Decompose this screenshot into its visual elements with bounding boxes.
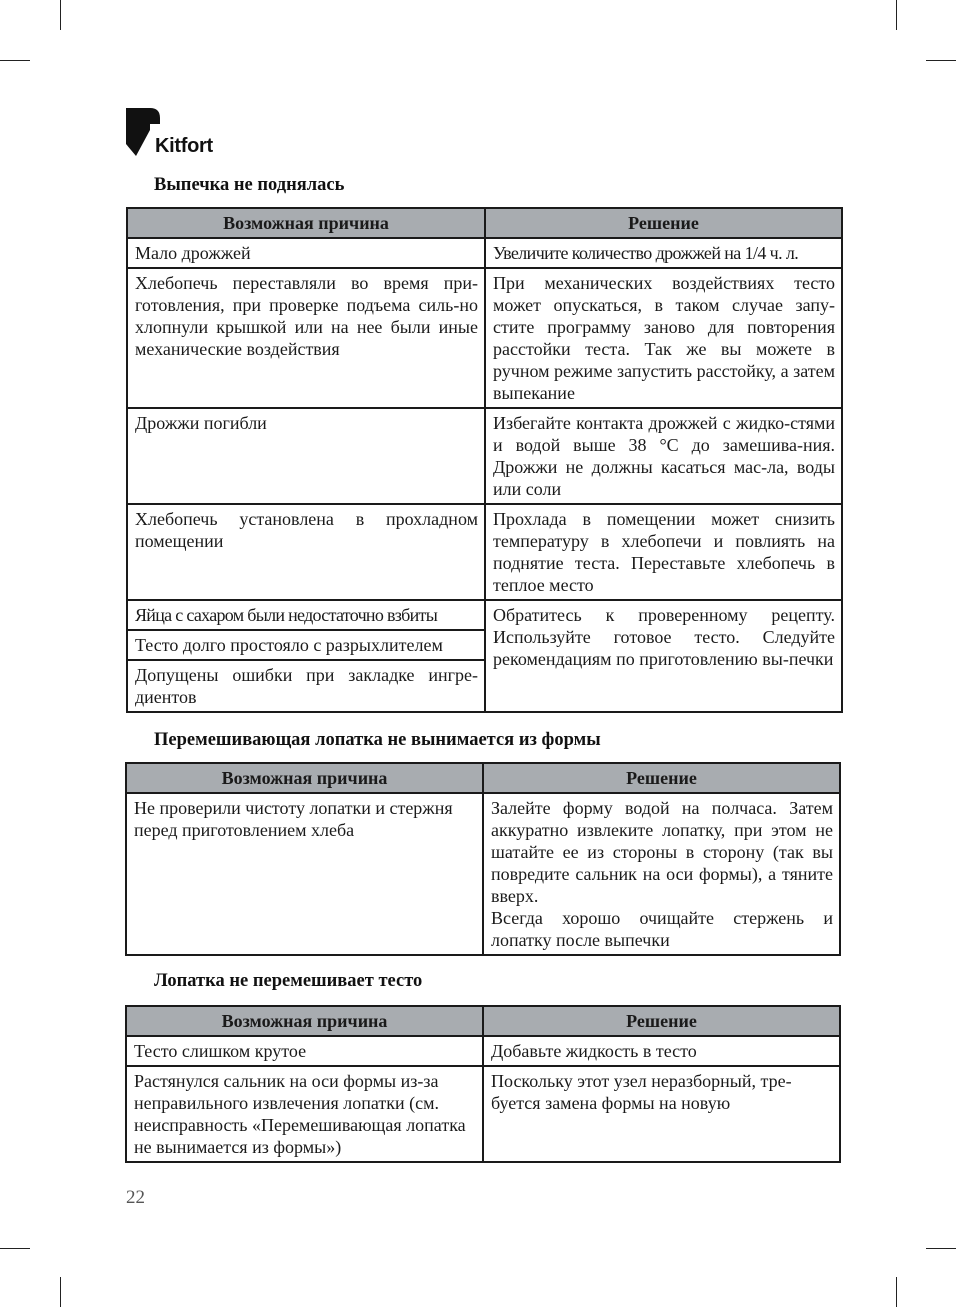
solution-cell: Добавьте жидкость в тесто bbox=[483, 1036, 840, 1066]
column-header-solution: Решение bbox=[483, 763, 840, 793]
crop-mark bbox=[896, 0, 897, 30]
cause-cell: Хлебопечь переставляли во время при-готовления, при проверке подъема силь-но хлопнули крышкой или на нее были иные механические воздействия bbox=[127, 268, 485, 408]
table-row bbox=[127, 600, 842, 630]
section-title: Перемешивающая лопатка не вынимается из формы bbox=[154, 730, 601, 750]
cause-cell: Тесто слишком крутое bbox=[126, 1036, 483, 1066]
section-title: Лопатка не перемешивает тесто bbox=[154, 971, 423, 991]
solution-cell: Прохлада в помещении может снизить температуру в хлебопечи и повлиять на поднятие теста. Переставьте хлебопечь в теплое место bbox=[485, 504, 842, 600]
solution-cell: Обратитесь к проверенному рецепту. Используйте готовое тесто. Следуйте рекомендациям по приготовлению вы-печки bbox=[485, 600, 842, 712]
page-number: 22 bbox=[126, 1187, 145, 1208]
brand-logo bbox=[126, 108, 226, 158]
table-row bbox=[127, 408, 842, 504]
crop-mark bbox=[60, 0, 61, 30]
table-row bbox=[127, 504, 842, 600]
table-header-row bbox=[126, 763, 840, 793]
table-row bbox=[126, 1066, 840, 1162]
table-header-row bbox=[127, 208, 842, 238]
table-row bbox=[126, 1036, 840, 1066]
cause-cell: Мало дрожжей bbox=[127, 238, 485, 268]
cause-cell: Хлебопечь установлена в прохладном помещении bbox=[127, 504, 485, 600]
solution-cell bbox=[483, 793, 840, 955]
cause-cell: Яйца с сахаром были недостаточно взбиты bbox=[127, 600, 485, 630]
column-header-cause: Возможная причина bbox=[127, 208, 485, 238]
solution-cell: При механических воздействиях тесто может опускаться, в таком случае запу-стите программу заново для повторения расстойки теста. Так же вы можете в ручном режиме запустить расстойку, а затем выпекание bbox=[485, 268, 842, 408]
column-header-solution: Решение bbox=[485, 208, 842, 238]
troubleshooting-table bbox=[125, 1005, 841, 1163]
cause-cell: Тесто долго простояло с разрыхлителем bbox=[127, 630, 485, 660]
crop-mark bbox=[0, 60, 30, 61]
cause-cell: Растянулся сальник на оси формы из-за неправильного извлечения лопатки (см. неисправность «Перемешивающая лопатка не вынимается из формы») bbox=[126, 1066, 483, 1162]
troubleshooting-table bbox=[125, 762, 841, 956]
table-row bbox=[127, 238, 842, 268]
table-header-row bbox=[126, 1006, 840, 1036]
solution-paragraph: Всегда хорошо очищайте стержень и лопатку после выпечки bbox=[491, 908, 833, 950]
cause-cell: Не проверили чистоту лопатки и стержня перед приготовлением хлеба bbox=[126, 793, 483, 955]
crop-mark bbox=[60, 1277, 61, 1307]
solution-cell: Избегайте контакта дрожжей с жидко-стями и водой выше 38 °C до замешива-ния. Дрожжи не должны касаться мас-ла, воды или соли bbox=[485, 408, 842, 504]
column-header-solution: Решение bbox=[483, 1006, 840, 1036]
solution-cell: Увеличите количество дрожжей на 1/4 ч. л. bbox=[485, 238, 842, 268]
section-title: Выпечка не поднялась bbox=[154, 175, 345, 195]
table-row bbox=[126, 793, 840, 955]
brand-name: Kitfort bbox=[155, 135, 213, 157]
troubleshooting-table bbox=[126, 207, 843, 713]
column-header-cause: Возможная причина bbox=[126, 1006, 483, 1036]
column-header-cause: Возможная причина bbox=[126, 763, 483, 793]
cause-cell: Дрожжи погибли bbox=[127, 408, 485, 504]
cause-cell: Допущены ошибки при закладке ингре-диентов bbox=[127, 660, 485, 712]
solution-paragraph: Залейте форму водой на полчаса. Затем аккуратно извлеките лопатку, при этом не шатайте ее из стороны в сторону (так вы повредите сальник на оси формы), а тяните вверх. bbox=[491, 798, 833, 906]
solution-cell: Поскольку этот узел неразборный, тре-буется замена формы на новую bbox=[483, 1066, 840, 1162]
crop-mark bbox=[0, 1248, 30, 1249]
crop-mark bbox=[926, 1248, 956, 1249]
crop-mark bbox=[926, 60, 956, 61]
table-row bbox=[127, 268, 842, 408]
crop-mark bbox=[896, 1277, 897, 1307]
